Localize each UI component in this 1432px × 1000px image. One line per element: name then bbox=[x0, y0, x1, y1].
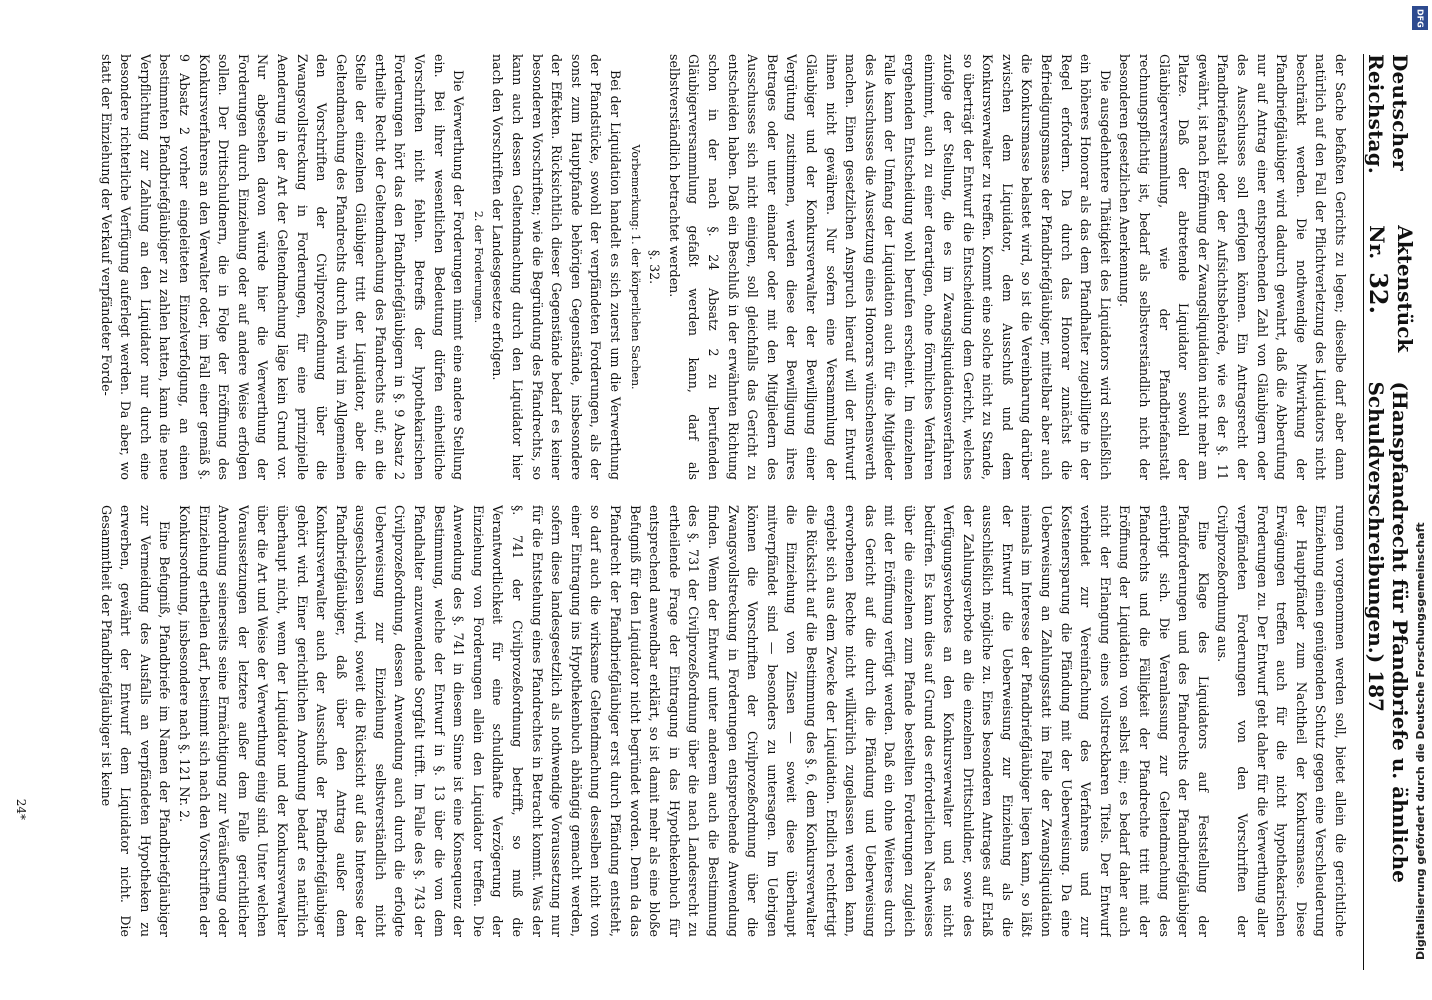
header-prefix: Aktenstück Nr. bbox=[1365, 225, 1417, 353]
side-note: 2. der Forderungen. bbox=[471, 210, 485, 324]
paragraph: Die ausgedehntere Thätigkeit des Liquidators wird schließlich ein höheres Honorar als das dem Pfandhalter zugebilligte in der Regel erfordern. Da durch das Honorar zunächst die Befriedigungsmasse der Pfandbriefgläubiger, mittelbar aber auch die Konkursmasse belastet wird, so ist die Vereinbarung darüber zwischen dem Liquidator, dem Ausschuß und dem Konkursverwalter zu treffen. Kommt eine solche nicht zu Stande, so überträgt der Entwurf die Entscheidung dem Gericht, welches zufolge der Stellung, die es im Zwangsliquidationsverfahren einnimmt, auch zu einer derartigen, ohne förmliches Verfahren ergehenden Entscheidung wohl berufen erscheint. Im einzelnen Falle kann der Umfang der Liquidation auch für die Mitglieder des Ausschusses die Aussetzung eines Honorars wünschenswerth machen. Einen gesetzlichen Anspruch hierauf will der Entwurf ihnen nicht gewähren. Nur sofern eine Versammlung der Gläubiger und der Konkursverwalter der Bewilligung einer Vergütung zustimmen, werden diese der Bewilligung ihres Betrages oder unter einander oder mit den Mitgliedern des Ausschusses sich nicht einigen, soll gleichfalls das Gericht zu entscheiden haben. Daß ein Beschluß in der erwähnten Richtung schon in der nach §. 24 Absatz 2 zu berufenden Gläubigerversammlung gefaßt werden kann, darf als selbstverständlich betrachtet werden. bbox=[666, 54, 1113, 480]
header-title: (Hanspfandrecht für Pfandbriefe u. ähnliche Schuldverschreibungen.) bbox=[1364, 381, 1412, 883]
digitization-credit bbox=[1410, 20, 1432, 980]
side-note: Vorbemerkung: 1. der körperlichen Sachen. bbox=[628, 144, 642, 390]
page-header bbox=[1363, 54, 1417, 970]
paragraph: Bei der Liquidation handelt es sich zuerst um die Verwerthung der Pfandstücke, sowohl der verpfändeten Forderungen, als der sonst zum Hauptpfande behörigen Gegenstände, insbesondere der Effekten. Rücksichtlich dieser Gegenstände bedarf es keiner besonderen Vorschriften; wie die Begründung des Pfandrechts, so kann auch dessen Geltendmachung durch den Liquidator hier nach den Vorschriften der Landesgesetze erfolgen. bbox=[490, 54, 624, 480]
section-heading: §. 32. bbox=[647, 249, 663, 285]
page-number: 187 bbox=[1364, 670, 1388, 712]
sheet-signature: 24* bbox=[14, 798, 28, 820]
paragraph: der Sache befaßten Gerichts zu legen; dieselbe darf aber dann natürlich auf den Fall der Pflichtverletzung des Liquidators nicht beschränkt werden. Die nothwendige Mitwirkung der Pfandbriefgläubiger wird dadurch gewahrt, daß die Abberufung nur auf Antrag einer entsprechenden Zahl von Gläubigern oder des Ausschusses soll erfolgen können. Ein Antragsrecht der Pfandbriefanstalt oder der Aufsichtsbehörde, wie es der §. 11 gewährt, ist nach Eröffnung der Zwangsliquidation nicht mehr am Platze. Daß der abtretende Liquidator sowohl der Gläubigerversammlung, wie der Pfandbriefanstalt rechnungspflichtig ist, bedarf als selbstverständlich nicht der besonderen gesetzlichen Anerkennung. bbox=[1117, 54, 1348, 480]
header-title-and-page bbox=[1364, 381, 1412, 970]
header-publication: Deutscher Reichstag. bbox=[1364, 54, 1412, 175]
right-column bbox=[30, 505, 1350, 937]
paragraph: Die Verwerthung der Forderungen nimmt eine andere Stellung ein. Bei ihrer wesentlichen Bedeutung dürfen einheitliche Vorschriften nicht fehlen. Betreffs der hypothekarischen Forderungen hört das den Pfandbriefgläubigern in §. 9 Absatz 2 ertheilte Recht der Geltendmachung des Pfandrechts auf; an die Stelle der einzelnen Gläubiger tritt der Liquidator, aber die Geltendmachung des Pfandrechts durch ihn wird im Allgemeinen den Vorschriften der Civilprozeßordnung über die Zwangsvollstreckung in Forderungen, für eine prinzipielle Aenderung in der Art der Geltendmachung läge kein Grund vor. Nur abgesehen davon würde hier die Verwerthung der Forderungen durch Einziehung oder auf andere Weise erfolgen sollen. Der Drittschuldnern, die in Folge der Eröffnung des Konkursverfahrens an den Verwalter oder, im Fall einer gemäß §. 9 Absatz 2 vorher eingeleiteten Einzelverfolgung, an einen bestimmten Pfandbriefgläubiger zu zahlen hatten, kann die neue Verpflichtung zur Zahlung an den Liquidator nur durch eine besondere richterliche Verfügung auferlegt werden. Da aber, wo statt der Einziehung der Verkauf verpfändeter Forde- bbox=[98, 54, 467, 480]
header-number: 32. bbox=[1364, 272, 1393, 314]
paragraph: Eine Befugniß, Pfandbriefe im Namen der Pfandbriefgläubiger zur Vermeidung des Ausfalls an verpfändeten Hypotheken zu erwerben, gewährt der Entwurf dem Liquidator nicht. Die Gesammtheit der Pfandbriefgläubiger ist keine bbox=[98, 505, 173, 937]
credit-text: Digitalisierung gefördert durch die Deutsche Forschungsgemeinschaft bbox=[1414, 522, 1427, 960]
left-column bbox=[30, 54, 1350, 480]
dfg-logo-icon: DFG bbox=[1412, 6, 1428, 30]
paragraph: rungen vorgenommen werden soll, bietet allein die gerichtliche Einziehung einen genügenden Schutz gegen eine Verschleuderung der Hauptpfänder zum Nachtheil der Konkursmasse. Diese Erwägungen treffen auch für die nicht hypothekarischen Forderungen zu. Der Entwurf geht daher für die Verwerthung aller verpfändeten Forderungen von den Vorschriften der Civilprozeßordnung aus. bbox=[1215, 505, 1348, 937]
paragraph: Eine Klage des Liquidators auf Feststellung der Pfandforderungen und des Pfandrechts der Pfandbriefgläubiger erübrigt sich. Die Veranlassung zur Geltendmachung des Pfandrechts und die Fälligkeit der Pfandrechte tritt mit der Eröffnung der Liquidation von selbst ein; es bedarf daher auch nicht der Erlangung eines vollstreckbaren Titels. Der Entwurf verbindet zur Vereinfachung des Verfahrens und zur Kostenersparung die Pfändung mit der Ueberweisung. Da eine Ueberweisung an Zahlungsstatt im Falle der Zwangsliquidation niemals im Interesse der Pfandbriefgläubiger liegen kann, so läßt der Entwurf die Ueberweisung zur Einziehung als die ausschließlich mögliche zu. Eines besonderen Antrages auf Erlaß der Zahlungsverbote an die einzelnen Drittschuldner, sowie des Verfügungsverbotes an den Konkursverwalter und es nicht bedürfen. Es kann dies auf Grund des erforderlichen Nachweises über die einzelnen zum Pfande bestellten Forderungen zugleich mit der Eröffnung verfügt werden. Daß ein ohne Weiteres durch das Gericht auf die durch die Pfändung und Ueberweisung erworbenen Rechte nicht willkürlich zugelassen werden kann, ergiebt sich aus dem Zwecke der Liquidation. Endlich rechtfertigt die Rücksicht auf die Bestimmung des §. 6, dem Konkursverwalter die Einziehung von Zinsen — soweit diese überhaupt mitverpfändet sind — besonders zu untersagen. Im Uebrigen können die Vorschriften der Civilprozeßordnung über die Zwangsvollstreckung in Forderungen entsprechende Anwendung finden. Wenn der Entwurf unter anderem auch die Bestimmung des §. 731 der Civilprozeßordnung über die nach Landesrecht zu ertheilende Frage der Eintragung in das Hypothekenbuch für entsprechend anwendbar erklärt, so ist damit mehr als eine bloße Befugniß für den Liquidator nicht begründet worden. Denn da das Pfandrecht der Pfandbriefgläubiger erst durch Pfändung entsteht, so darf auch die wirksame Geltendmachung desselben nicht von einer Eintragung ins Hypothekenbuch abhängig gemacht werden, sofern diese landesgesetzlich als nothwendige Voraussetzung nur für die Entstehung eines Pfandrechtes in Betracht kommt. Was der §. 741 der Civilprozeßordnung betrifft, so muß die Verantwortlichkeit für eine schuldhafte Verzögerung der Einziehung von Forderungen allein den Liquidator treffen. Die Anwendung des §. 741 in diesem Sinne ist eine Konsequenz der Bestimmung, welche der Entwurf in §. 13 über die von dem Pfandhalter anzuwendende Sorgfalt trifft. Im Falle des §. 743 der Civilprozeßordnung, dessen Anwendung auch durch die erfolgte Ueberweisung zur Einziehung selbstverständlich nicht ausgeschlossen wird, soweit die Rücksicht auf das Interesse der Pfandbriefgläubiger, daß über den Antrag außer dem Konkursverwalter auch der Ausschuß der Pfandbriefgläubiger gehört wird. Einer gerichtlichen Anordnung bedarf es natürlich überhaupt nicht, wenn der Liquidator und der Konkursverwalter über die Art und Weise der Verwerthung einig sind. Unter welchen Voraussetzungen der letztere außer dem Falle gerichtlicher Anordnung seinerseits seine Ermächtigung zur Veräußerung oder Einziehung ertheilen darf, bestimmt sich nach den Vorschriften der Konkursordnung, insbesondere nach §. 121 Nr. 2. bbox=[176, 505, 1211, 937]
